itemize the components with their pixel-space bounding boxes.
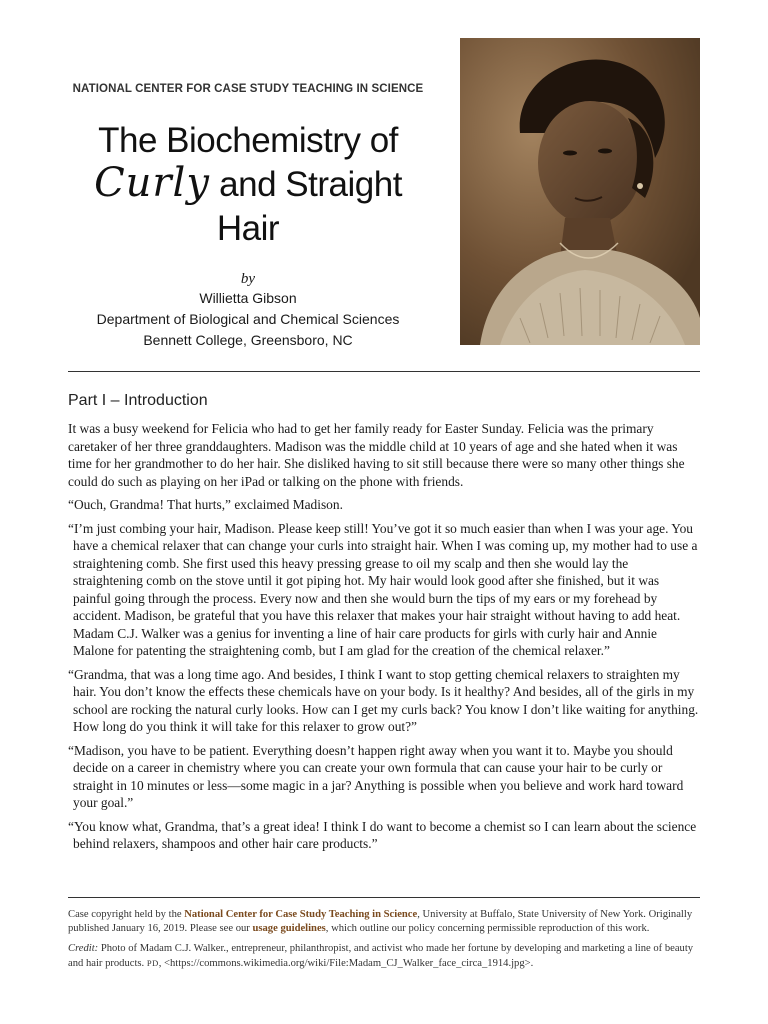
credit-text: Photo of Madam C.J. Walker., entrepreneur, philanthropist, and activist who made her fortune by developing and marketing a line of beauty and hair products. [68, 943, 694, 969]
top-divider [68, 371, 700, 372]
byline [68, 288, 428, 351]
title-block [68, 78, 428, 351]
nccstt-link[interactable]: National Center for Case Study Teaching in Science [184, 909, 418, 920]
public-domain-mark: PD [146, 958, 159, 968]
author-institution: Bennett College, Greensboro, NC [143, 332, 353, 348]
title-curly-word: Curly [94, 160, 210, 206]
usage-guidelines-link[interactable]: usage guidelines [252, 923, 326, 934]
paragraph-dialogue: “Madison, you have to be patient. Everything doesn’t happen right away when you want it to. Maybe you should decide on a career in chemistry where you can create your own formula that can cause your hair to be curly or straight in 10 minutes or less—some magic in a jar? Anything is possible when you believe and work hard toward your goal.” [68, 742, 684, 810]
footer [68, 908, 700, 977]
paragraph-dialogue: “I’m just combing your hair, Madison. Please keep still! You’ve got it so much easier than when I was your age. You have a chemical relaxer that can change your curls into straight hair. When I was coming up, my mother had to use a straightening comb. She first used this heavy pressing grease to oil my scalp and then she would lay the straightening comb on the stove until it got piping hot. My hair would look good after she finished, but it was painful going through the process. Every now and then she would burn the tips of my ears or my forehead by accident. Madison, be grateful that you have this relaxer that makes your hair straight without having to add heat. Madam C.J. Walker was a genius for inventing a line of hair care products for girls with curly hair and Annie Malone for patenting the straightening comb, but I am glad for the creation of the chemical relaxer.” [68, 520, 698, 658]
title-rest: and Straight Hair [209, 165, 402, 248]
footer-divider [68, 897, 700, 898]
by-label: by [240, 271, 256, 287]
case-body [68, 420, 700, 859]
credit-url: , <https://commons.wikimedia.org/wiki/File:Madam_CJ_Walker_face_circa_1914.jpg>. [158, 958, 534, 969]
photo-credit [68, 942, 700, 971]
credit-label: Credit: [68, 943, 99, 954]
usage-suffix: , which outline our policy concerning permissible reproduction of this work. [325, 923, 650, 934]
copyright-prefix: Case copyright held by the [68, 909, 185, 920]
paragraph-dialogue: “You know what, Grandma, that’s a great idea! I think I do want to become a chemist so I can learn about the science behind relaxers, shampoos and other hair care products.” [68, 818, 697, 851]
paragraph-intro: It was a busy weekend for Felicia who had to get her family ready for Easter Sunday. Felicia was the primary caretaker of her three granddaughters. Madison was the middle child at 10 years of age and she hated when it was time for her grandmother to do her hair. She disliked having to sit still because there were so many other things she could do such as playing on her iPad or talking on the phone with friends. [68, 421, 685, 489]
paragraph-dialogue: “Ouch, Grandma! That hurts,” exclaimed Madison. [68, 497, 343, 512]
portrait-photo [460, 38, 700, 345]
author-name: Willietta Gibson [199, 290, 297, 306]
publisher-name: NATIONAL CENTER FOR CASE STUDY TEACHING IN SCIENCE [72, 83, 424, 95]
paragraph-dialogue: “Grandma, that was a long time ago. And besides, I think I want to stop getting chemical relaxers to straighten my hair. You don’t know the effects these chemicals have on your body. Is it healthy? And besides, all of the girls in my school are rocking the natural curly looks. How can I get my curls back? You know I don’t like waiting for anything. How long do you think it will take for this relaxer to grow out?” [68, 666, 699, 734]
title-line-1: The Biochemistry of [98, 121, 398, 160]
copyright-notice [68, 908, 700, 936]
title-line-2 [68, 161, 428, 251]
copyright-suffix: , University at Buffalo, State University of New York. Originally published January 16, 2019. Please see our [68, 909, 693, 934]
author-department: Department of Biological and Chemical Sciences [96, 311, 400, 327]
portrait-illustration [460, 38, 700, 345]
section-heading: Part I – Introduction [68, 392, 208, 409]
